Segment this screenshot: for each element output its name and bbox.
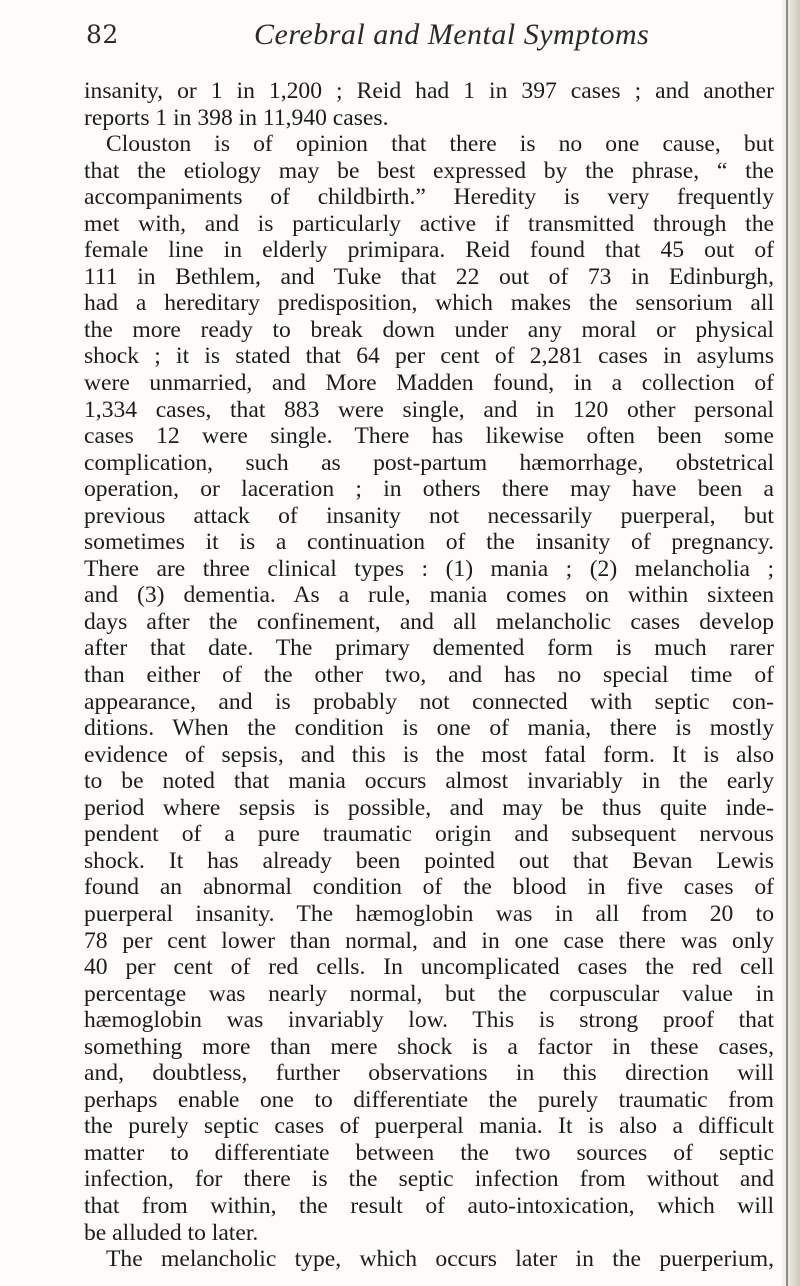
text-line: appearance, and is probably not connected with septic con- [84, 688, 774, 715]
text-line: The melancholic type, which occurs later in the puerperium, [106, 1246, 774, 1273]
text-line: sometimes it is a continuation of the insanity of pregnancy. [84, 529, 774, 556]
text-line: perhaps enable one to differentiate the purely traumatic from [84, 1086, 774, 1113]
text-line: Clouston is of opinion that there is no one cause, but [106, 131, 774, 158]
page-edge [782, 0, 800, 1286]
text-line: days after the confinement, and all melancholic cases develop [84, 608, 774, 635]
text-line: operation, or laceration ; in others there may have been a [84, 476, 774, 503]
text-line: 78 per cent lower than normal, and in one case there was only [84, 927, 774, 954]
text-line: be alluded to later. [84, 1219, 259, 1246]
text-line: There are three clinical types : (1) mania ; (2) melancholia ; [84, 555, 774, 582]
body-text [84, 78, 774, 1273]
text-line: the purely septic cases of puerperal mania. It is also a difficult [84, 1113, 774, 1140]
text-line: and, doubtless, further observations in this direction will [84, 1060, 774, 1087]
text-line: previous attack of insanity not necessarily puerperal, but [84, 502, 774, 529]
page-number: 82 [86, 20, 119, 49]
running-title: Cerebral and Mental Symptoms [254, 18, 650, 51]
text-line: female line in elderly primipara. Reid found that 45 out of [84, 237, 774, 264]
text-line: evidence of sepsis, and this is the most fatal form. It is also [84, 741, 774, 768]
text-line: the more ready to break down under any moral or physical [84, 316, 774, 343]
text-line: to be noted that mania occurs almost invariably in the early [84, 768, 774, 795]
text-line: insanity, or 1 in 1,200 ; Reid had 1 in 397 cases ; and another [84, 78, 774, 104]
page-edge-shadow [786, 0, 788, 1286]
text-line: infection, for there is the septic infection from without and [84, 1166, 774, 1193]
text-line: reports 1 in 398 in 11,940 cases. [84, 104, 389, 131]
text-line: after that date. The primary demented form is much rarer [84, 635, 774, 662]
text-line: 1,334 cases, that 883 were single, and in 120 other personal [84, 396, 774, 423]
text-line: percentage was nearly normal, but the corpuscular value in [84, 980, 774, 1007]
text-line: found an abnormal condition of the blood in five cases of [84, 874, 774, 901]
text-line: than either of the other two, and has no special time of [84, 662, 774, 689]
text-line: 111 in Bethlem, and Tuke that 22 out of 73 in Edinburgh, [84, 263, 774, 290]
text-line: had a hereditary predisposition, which makes the sensorium all [84, 290, 774, 317]
text-line: hæmoglobin was invariably low. This is strong proof that [84, 1007, 774, 1034]
text-line: shock. It has already been pointed out that Bevan Lewis [84, 847, 774, 874]
text-line: something more than mere shock is a factor in these cases, [84, 1033, 774, 1060]
text-line: accompaniments of childbirth.” Heredity is very frequently [84, 184, 774, 211]
text-line: matter to differentiate between the two sources of septic [84, 1139, 774, 1166]
text-line: shock ; it is stated that 64 per cent of 2,281 cases in asylums [84, 343, 774, 370]
page-header [0, 18, 790, 62]
text-line: ditions. When the condition is one of mania, there is mostly [84, 715, 774, 742]
text-line: met with, and is particularly active if transmitted through the [84, 210, 774, 237]
text-line: that the etiology may be best expressed by the phrase, “ the [84, 157, 774, 184]
text-line: and (3) dementia. As a rule, mania comes on within sixteen [84, 582, 774, 609]
text-line: were unmarried, and More Madden found, in a collection of [84, 370, 774, 397]
text-line: pendent of a pure traumatic origin and subsequent nervous [84, 821, 774, 848]
text-line: that from within, the result of auto-intoxication, which will [84, 1192, 774, 1219]
text-line: complication, such as post-partum hæmorrhage, obstetrical [84, 449, 774, 476]
text-line: cases 12 were single. There has likewise often been some [84, 423, 774, 450]
text-line: 40 per cent of red cells. In uncomplicated cases the red cell [84, 954, 774, 981]
text-line: period where sepsis is possible, and may be thus quite inde- [84, 794, 774, 821]
text-line: puerperal insanity. The hæmoglobin was in all from 20 to [84, 900, 774, 927]
